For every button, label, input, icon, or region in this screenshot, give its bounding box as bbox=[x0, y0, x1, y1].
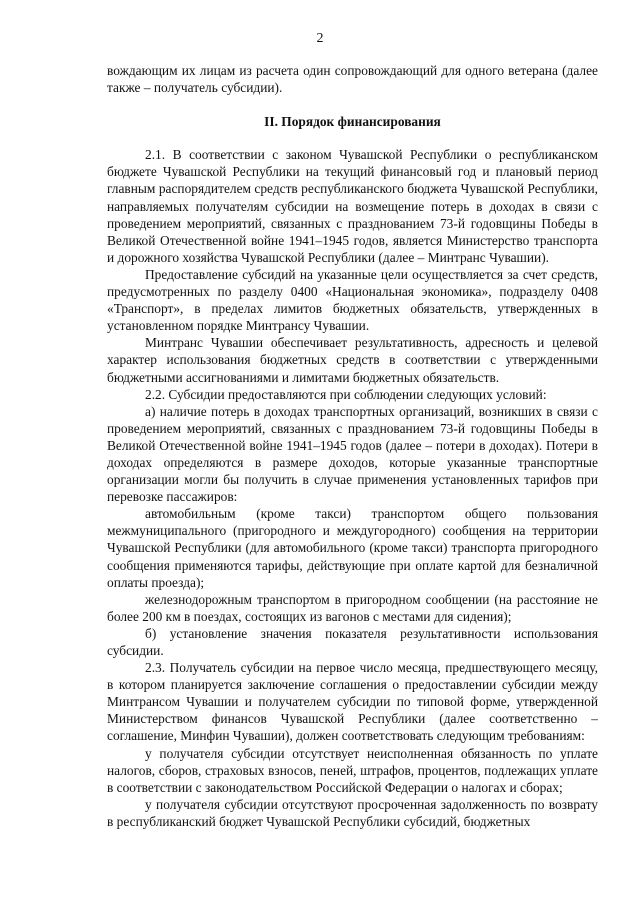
paragraph-no-tax-debt: у получателя субсидии отсутствует неисполненная обязанность по уплате налогов, сборов, страховых взносов, пеней, штрафов, процентов, подлежащих уплате в соответствии с законодательством Российской Федерации о налогах и сборах; bbox=[107, 745, 598, 795]
paragraph-condition-a: а) наличие потерь в доходах транспортных организаций, возникших в связи с проведением мероприятий, связанных с празднованием 73-й годовщины Победы в Великой Отечественной войне 1941–1945 годов (далее – потери в доходах). Потери в доходах определяются в размере доходов, которые указанные транспортные организации могли бы получить в случае применения установленных тарифов при перевозке пассажиров: bbox=[107, 403, 598, 505]
paragraph-ministry-duties: Минтранс Чувашии обеспечивает результативность, адресность и целевой характер использования бюджетных средств в соответствии с утвержденными бюджетными ассигнованиями и лимитами бюджетных обязательств. bbox=[107, 335, 598, 385]
paragraph-2-2: 2.2. Субсидии предоставляются при соблюдении следующих условий: bbox=[145, 386, 547, 402]
paragraph-continuation: вождающим их лицам из расчета один сопровождающий для одного ветерана (далее также – получатель субсидии). bbox=[107, 63, 598, 96]
paragraph-rail-transport: железнодорожным транспортом в пригородном сообщении (на расстояние не более 200 км в поездах, состоящих из вагонов с местами для сидения); bbox=[107, 591, 598, 624]
document-body bbox=[107, 62, 598, 830]
paragraph-road-transport: автомобильным (кроме такси) транспортом общего пользования межмуниципального (пригородного и междугородного) сообщения на территории Чувашской Республики (для автомобильного (кроме такси) транспорта пригородного сообщения применяются тарифы, действующие при оплате картой для безналичной оплаты проезда); bbox=[107, 506, 598, 590]
paragraph-funding-source: Предоставление субсидий на указанные цели осуществляется за счет средств, предусмотренных по разделу 0400 «Национальная экономика», подразделу 0408 «Транспорт», в пределах лимитов бюджетных обязательств, утвержденных в установленном порядке Минтрансу Чувашии. bbox=[107, 266, 598, 334]
page-number: 2 bbox=[316, 31, 324, 46]
paragraph-no-overdue-debt: у получателя субсидии отсутствуют просроченная задолженность по возврату в республиканский бюджет Чувашской Республики субсидий, бюджетных bbox=[107, 796, 598, 829]
paragraph-2-3: 2.3. Получатель субсидии на первое число месяца, предшествующего месяцу, в котором планируется заключение соглашения о предоставлении субсидии между Минтрансом Чувашии и получателем субсидии по типовой форме, утвержденной Министерством финансов Чувашской Республики (далее соответственно – соглашение, Минфин Чувашии), должен соответствовать следующим требованиям: bbox=[107, 660, 598, 744]
paragraph-condition-b: б) установление значения показателя результативности использования субсидии. bbox=[107, 625, 598, 658]
paragraph-2-1: 2.1. В соответствии с законом Чувашской Республики о республиканском бюджете Чувашской Республики на текущий финансовый год и плановый период главным распорядителем средств республиканского бюджета Чувашской Республики, направляемых получателям субсидии на возмещение потерь в доходах в связи с проведением мероприятий, связанных с празднованием 73-й годовщины Победы в Великой Отечественной войне 1941–1945 годов, является Министерство транспорта и дорожного хозяйства Чувашской Республики (далее – Минтранс Чувашии). bbox=[107, 147, 598, 265]
section-heading: II. Порядок финансирования bbox=[264, 114, 441, 130]
